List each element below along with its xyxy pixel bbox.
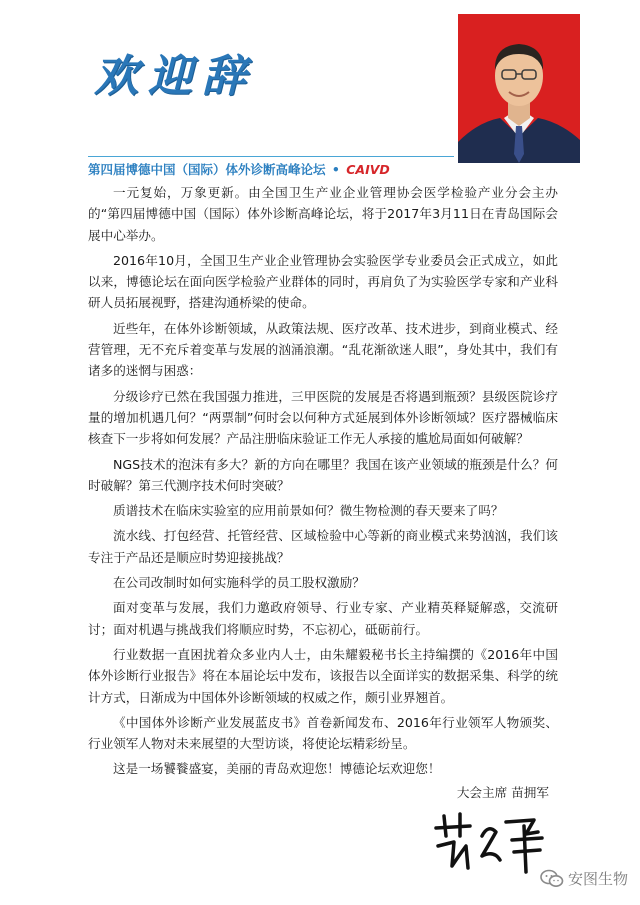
wechat-icon: [540, 869, 564, 889]
subtitle-divider: [88, 156, 454, 157]
wechat-watermark: [540, 868, 628, 889]
paragraph: 这是一场饕餮盛宴，美丽的青岛欢迎您！博德论坛欢迎您！: [113, 761, 441, 777]
paragraph: 在公司改制时如何实施科学的员工股权激励？: [113, 575, 365, 591]
welcome-title: 欢迎辞: [94, 51, 256, 102]
caivd-brand: CAIVD: [346, 162, 390, 177]
chairman-portrait: [458, 14, 580, 163]
welcome-letter-body: [88, 182, 558, 784]
handwritten-signature: [430, 806, 570, 876]
subtitle-separator: •: [331, 162, 340, 177]
paragraph: 行业数据一直困扰着众多业内人士，由朱耀毅秘书长主持编撰的《2016年中国体外诊断行业报告》将在本届论坛中发布，该报告以全面详实的数据采集、科学的统计方式，日渐成为中国体外诊断领域的权威之作，颇引业界翘首。: [88, 646, 558, 705]
watermark-text: 安图生物: [567, 870, 628, 888]
subtitle-text: 第四届博德中国（国际）体外诊断高峰论坛: [88, 162, 326, 177]
forum-subtitle: [88, 160, 390, 178]
paragraph: 一元复始，万象更新。由全国卫生产业企业管理协会医学检验产业分会主办的“第四届博德中国（国际）体外诊断高峰论坛，将于2017年3月11日在青岛国际会展中心举办。: [88, 185, 558, 243]
paragraph: NGS技术的泡沫有多大？新的方向在哪里？我国在该产业领域的瓶颈是什么？何时破解？第三代测序技术何时突破？: [88, 456, 558, 493]
paragraph: 面对变革与发展，我们力邀政府领导、行业专家、产业精英释疑解惑，交流研讨；面对机遇与挑战我们将顺应时势，不忘初心，砥砺前行。: [88, 600, 558, 637]
paragraph: 分级诊疗已然在我国强力推进，三甲医院的发展是否将遇到瓶颈？县级医院诊疗量的增加机遇几何？“两票制”何时会以何种方式延展到体外诊断领域？医疗器械临床核查下一步将如何发展？产品注册临床验证工作无人承接的尴尬局面如何破解？: [88, 388, 558, 447]
paragraph: 质谱技术在临床实验室的应用前景如何？微生物检测的春天要来了吗？: [113, 503, 504, 519]
paragraph: 流水线、打包经营、托管经营、区域检验中心等新的商业模式来势汹汹，我们该专注于产品还是顺应时势迎接挑战？: [88, 528, 558, 565]
paragraph: 《中国体外诊断产业发展蓝皮书》首卷新闻发布、2016年行业领军人物颁奖、行业领军人物对未来展望的大型访谈，将使论坛精彩纷呈。: [88, 714, 558, 752]
paragraph: 2016年10月，全国卫生产业企业管理协会实验医学专业委员会正式成立，如此以来，博德论坛在面向医学检验产业群体的同时，再肩负了为实验医学专家和产业科研人员拓展视野，搭建沟通桥梁的使命。: [88, 252, 558, 311]
chairman-signoff: 大会主席 苗拥军: [456, 785, 549, 800]
paragraph: 近些年，在体外诊断领域，从政策法规、医疗改革、技术进步，到商业模式、经营管理，无不充斥着变革与发展的汹涌浪潮。“乱花渐欲迷人眼”，身处其中，我们有诸多的迷惘与困惑：: [88, 320, 558, 379]
